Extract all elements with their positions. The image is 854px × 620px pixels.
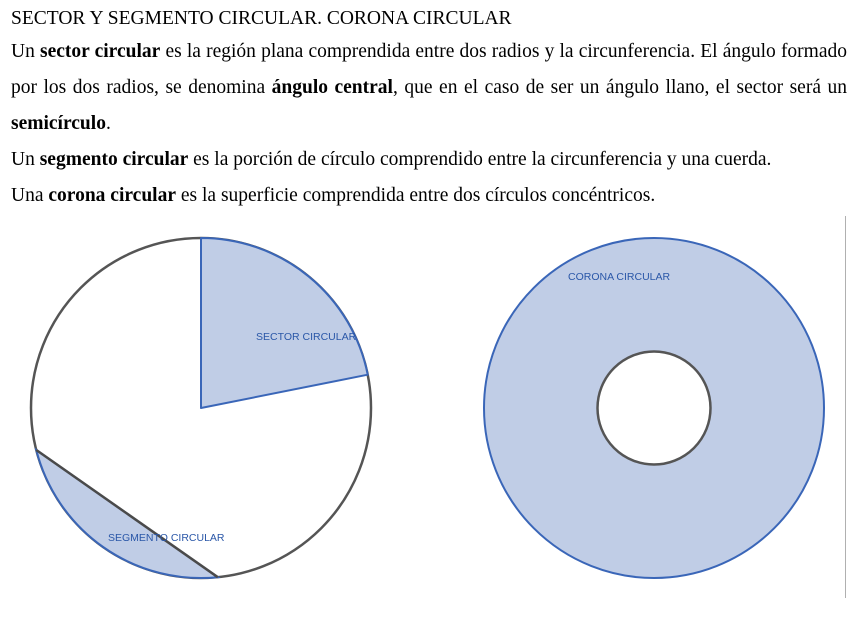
term-angulo-central: ángulo central	[271, 77, 393, 98]
section-heading: SECTOR Y SEGMENTO CIRCULAR. CORONA CIRCULAR	[11, 8, 512, 29]
crown-label: CORONA CIRCULAR	[568, 271, 671, 283]
text-run: , que en el caso de ser un ángulo llano, el sector será un	[392, 77, 847, 98]
text-run: es la superficie comprendida entre dos círculos concéntricos.	[176, 185, 656, 206]
text-run: Un	[11, 149, 40, 170]
circular-crown-figure	[484, 238, 824, 578]
term-corona-circular: corona circular	[48, 185, 177, 206]
text-run: .	[105, 113, 111, 134]
text-run: Una	[11, 185, 49, 206]
term-sector-circular: sector circular	[40, 41, 161, 62]
segment-label: SEGMENTO CIRCULAR	[108, 532, 225, 544]
text-run: es la porción de círculo comprendido entre la circunferencia y una cuerda.	[188, 149, 772, 170]
term-semicirculo: semicírculo	[11, 113, 106, 134]
sector-label: SECTOR CIRCULAR	[256, 331, 357, 343]
circle-sector-segment-figure	[31, 238, 371, 578]
term-segmento-circular: segmento circular	[39, 149, 189, 170]
text-run: Un	[11, 41, 40, 62]
text-run: es la región plana comprendida entre dos radios y la circunferencia. El ángulo formado por los dos radios, se denomina	[11, 41, 847, 98]
inner-circle	[598, 352, 711, 465]
